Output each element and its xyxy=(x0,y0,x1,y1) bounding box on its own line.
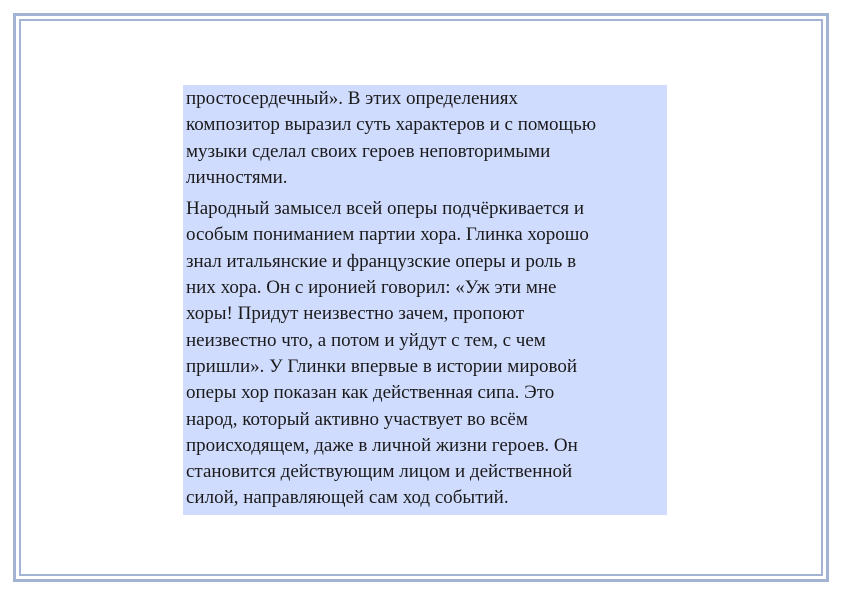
text-line: силой, направляющей сам ход событий. xyxy=(186,487,509,509)
text-line: простосердечный». В этих определениях xyxy=(186,88,518,109)
text-line: композитор выразил суть характеров и с помощью xyxy=(186,114,597,136)
text-line: народ, который активно участвует во всём xyxy=(186,408,528,430)
text-line: музыки сделал своих героев неповторимыми xyxy=(186,140,551,162)
text-line: оперы хор показан как действенная сипа. Это xyxy=(186,382,555,404)
text-line: личностями. xyxy=(186,166,288,188)
text-line: пришли». У Глинки впервые в истории мировой xyxy=(186,355,577,377)
text-box xyxy=(183,85,667,515)
text-line: становится действующим лицом и действенной xyxy=(186,461,573,483)
text-line: Народный замысел всей оперы подчёркивается и xyxy=(186,198,585,220)
text-line: неизвестно что, а потом и уйдут с тем, с чем xyxy=(186,329,546,351)
text-line: происходящем, даже в личной жизни героев. Он xyxy=(186,434,578,456)
text-line: них хора. Он с иронией говорил: «Уж эти мне xyxy=(186,277,557,299)
text-line: знал итальянские и французские оперы и роль в xyxy=(186,250,577,272)
text-line: особым пониманием партии хора. Глинка хорошо xyxy=(186,224,589,246)
text-line: хоры! Придут неизвестно зачем, пропоют xyxy=(186,303,525,325)
paragraph-2 xyxy=(186,196,664,512)
paragraph-1 xyxy=(186,86,664,191)
